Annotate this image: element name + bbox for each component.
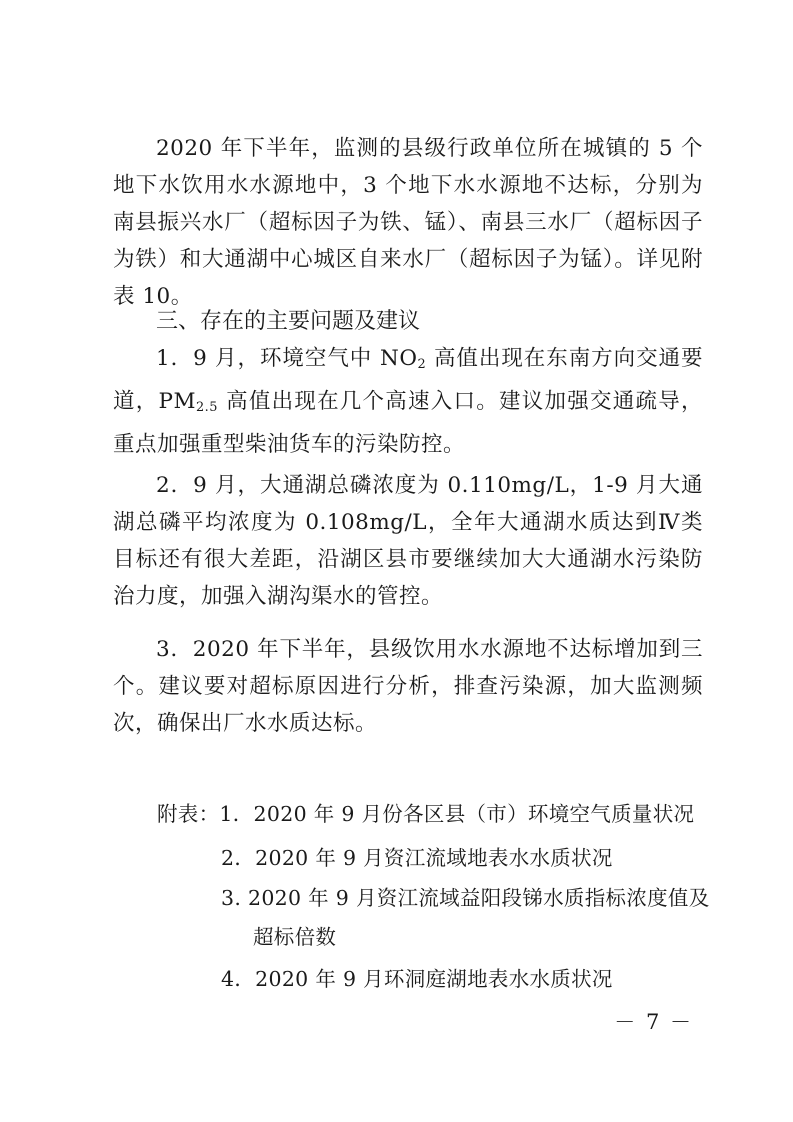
p2-subscript-no2: 2 (417, 357, 427, 373)
p2-subscript-pm: 2.5 (195, 400, 218, 416)
p2-text-a: 1．9 月，环境空气中 NO (156, 346, 418, 371)
attachment-prefix: 附表： (157, 802, 220, 826)
paragraph-phosphorus-issue: 2．9 月，大通湖总磷浓度为 0.110mg/L，1-9 月大通湖总磷平均浓度为 0.108mg/L，全年大通湖水质达到Ⅳ类目标还有很大差距，沿湖区县市要继续加大大通湖水污染防治力度，加强入湖沟渠水的管控。 (113, 473, 703, 609)
p2-text-c: 高值出现在几个高速入口。建议加强交通疏导，重点加强重型柴油货车的污染防控。 (113, 389, 704, 458)
page-number: － 7 － (614, 1010, 693, 1034)
attachment-item-3-continued: 超标倍数 (253, 925, 337, 949)
paragraph-air-quality-issue (113, 340, 703, 463)
attachment-item-1-text: 1．2020 年 9 月份各区县（市）环境空气质量状况 (219, 802, 695, 826)
attachment-item-1 (157, 796, 694, 832)
attachment-item-2: 2．2020 年 9 月资江流域地表水水质状况 (221, 846, 613, 870)
p2-text-b: 高值出现在东南方向交通要道，PM (113, 346, 703, 415)
attachment-item-3: 3. 2020 年 9 月资江流域益阳段锑水质指标浓度值及 (221, 886, 710, 910)
section-heading: 三、存在的主要问题及建议 (156, 309, 421, 334)
paragraph-groundwater-summary: 2020 年下半年，监测的县级行政单位所在城镇的 5 个地下水饮用水水源地中，3 个地下水水源地不达标，分别为南县振兴水厂（超标因子为铁、锰）、南县三水厂（超标因子为铁）和大通湖中心城区自来水厂（超标因子为锰）。详见附表 10。 (113, 136, 703, 309)
attachment-item-4: 4．2020 年 9 月环洞庭湖地表水水质状况 (221, 967, 613, 991)
paragraph-water-source-issue: 3．2020 年下半年，县级饮用水水源地不达标增加到三个。建议要对超标原因进行分析，排查污染源，加大监测频次，确保出厂水水质达标。 (113, 637, 703, 736)
